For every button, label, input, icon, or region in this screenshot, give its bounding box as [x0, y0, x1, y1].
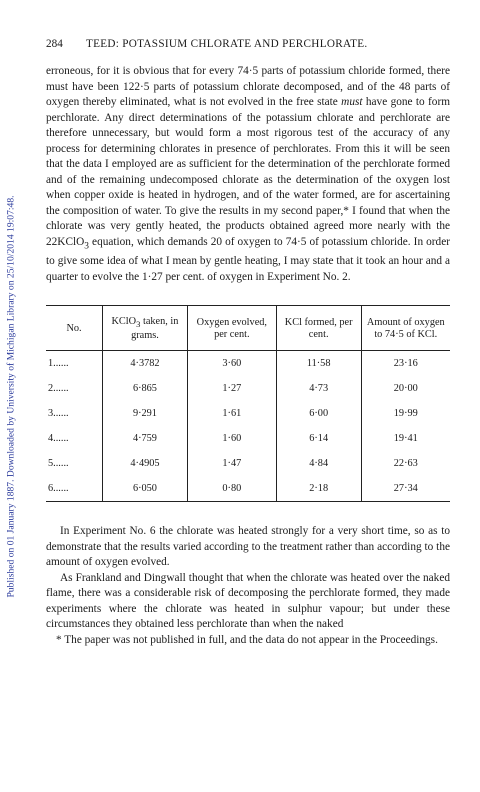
table-row — [46, 351, 450, 377]
running-head — [46, 38, 450, 50]
cell-kclo3: 9·291 — [103, 401, 188, 426]
paragraph-1-part-c: equation, which demands 20 of oxygen to 74·5 of potassium chloride. In order to give some idea of what I mean by gentle heating, I may state that it took an hour and a quarter to evolve the 1·27 per cent. of oxygen in Experiment No. 2. — [46, 235, 450, 283]
header-kclo3-main: KClO — [111, 316, 137, 328]
cell-kcl: 4·73 — [276, 376, 361, 401]
cell-oxygen: 1·47 — [187, 451, 276, 476]
cell-no: 4...... — [48, 433, 69, 445]
header-kclo3 — [103, 306, 188, 351]
paragraph-3: As Frankland and Dingwall thought that when the chlorate was heated over the naked flame, there was a considerable risk of decomposing the perchlorate formed, they made experiments where the chlorate was heated in sulphur vapour; but under these circumstances they obtained less perchlorate than when the naked — [46, 571, 450, 631]
cell-oxygen: 1·61 — [187, 401, 276, 426]
header-kcl: KCl formed, per cent. — [276, 306, 361, 351]
cell-amount: 20·00 — [361, 376, 450, 401]
page-number: 284 — [46, 38, 63, 50]
table-row — [46, 426, 450, 451]
running-title: TEED: POTASSIUM CHLORATE AND PERCHLORATE. — [86, 38, 368, 50]
paragraph-1-part-a: erroneous, for it is obvious that for every 74·5 parts of potassium chloride formed, there must have been 122·5 parts of potassium chlorate decomposed, and of the 48 parts of oxygen thereby eliminated, what is not evolved in the free state — [46, 65, 450, 108]
cell-kcl: 4·84 — [276, 451, 361, 476]
page-content — [46, 38, 450, 648]
cell-no: 3...... — [48, 408, 69, 420]
cell-amount: 19·41 — [361, 426, 450, 451]
footnote: * The paper was not published in full, and the data do not appear in the Proceedings. — [56, 633, 438, 646]
cell-amount: 27·34 — [361, 476, 450, 502]
paragraph-1 — [46, 64, 450, 285]
cell-kcl: 2·18 — [276, 476, 361, 502]
cell-amount: 23·16 — [361, 351, 450, 377]
side-publication-stamp — [0, 0, 22, 792]
paragraph-2: In Experiment No. 6 the chlorate was heated strongly for a very short time, so as to demonstrate that the results varied according to the treatment rather than according to the amount of oxygen evolved. — [46, 525, 450, 569]
header-oxygen: Oxygen evolved, per cent. — [187, 306, 276, 351]
cell-kclo3: 6·865 — [103, 376, 188, 401]
cell-kclo3: 4·759 — [103, 426, 188, 451]
cell-no: 6...... — [46, 476, 103, 502]
paragraph-1-part-b: have gone to form perchlorate. Any direct determinations of the potassium chlorate and perchlorate are therefore unnecessary, but would form a most rigorous test of the accuracy of any process for determining chlorates in presence of perchlorates. From this it will be seen that the data I employed are as sufficient for the determination of the perchlorate formed and of the remaining undecomposed chlorate as the determination of the oxygen lost when copper oxide is heated in hydrogen, and of the water formed, are for ascertaining the composition of water. To give the results in my second paper,* I found that when the chlorate was very gently heated, the products obtained agreed more nearly with the 22KClO — [46, 96, 450, 248]
header-no: No. — [46, 306, 103, 351]
cell-oxygen: 1·60 — [187, 426, 276, 451]
paragraph-1-subscript: 3 — [84, 240, 89, 251]
header-amount: Amount of oxygen to 74·5 of KCl. — [361, 306, 450, 351]
side-stamp-text: Published on 01 January 1887. Downloaded by University of Michigan Library on 25/10/2014 19:07:48. — [5, 194, 17, 598]
cell-kclo3: 4·4905 — [103, 451, 188, 476]
results-table — [46, 305, 450, 502]
cell-amount: 22·63 — [361, 451, 450, 476]
cell-oxygen: 1·27 — [187, 376, 276, 401]
cell-kcl: 6·00 — [276, 401, 361, 426]
cell-kclo3: 4·3782 — [103, 351, 188, 377]
cell-no: 5...... — [48, 458, 69, 470]
cell-amount: 19·99 — [361, 401, 450, 426]
cell-no: 1...... — [48, 358, 69, 370]
cell-kclo3: 6·050 — [103, 476, 188, 502]
cell-kcl: 6·14 — [276, 426, 361, 451]
table-row — [46, 451, 450, 476]
cell-kcl: 11·58 — [276, 351, 361, 377]
cell-no: 2...... — [48, 383, 69, 395]
table-row — [46, 376, 450, 401]
cell-oxygen: 3·60 — [187, 351, 276, 377]
table-row — [46, 476, 450, 502]
paragraph-1-italic: must — [341, 96, 363, 108]
header-kclo3-rest: taken, in grams. — [131, 316, 179, 342]
table-header-row — [46, 306, 450, 351]
header-kclo3-sub: 3 — [136, 319, 141, 330]
table-row — [46, 401, 450, 426]
cell-oxygen: 0·80 — [187, 476, 276, 502]
